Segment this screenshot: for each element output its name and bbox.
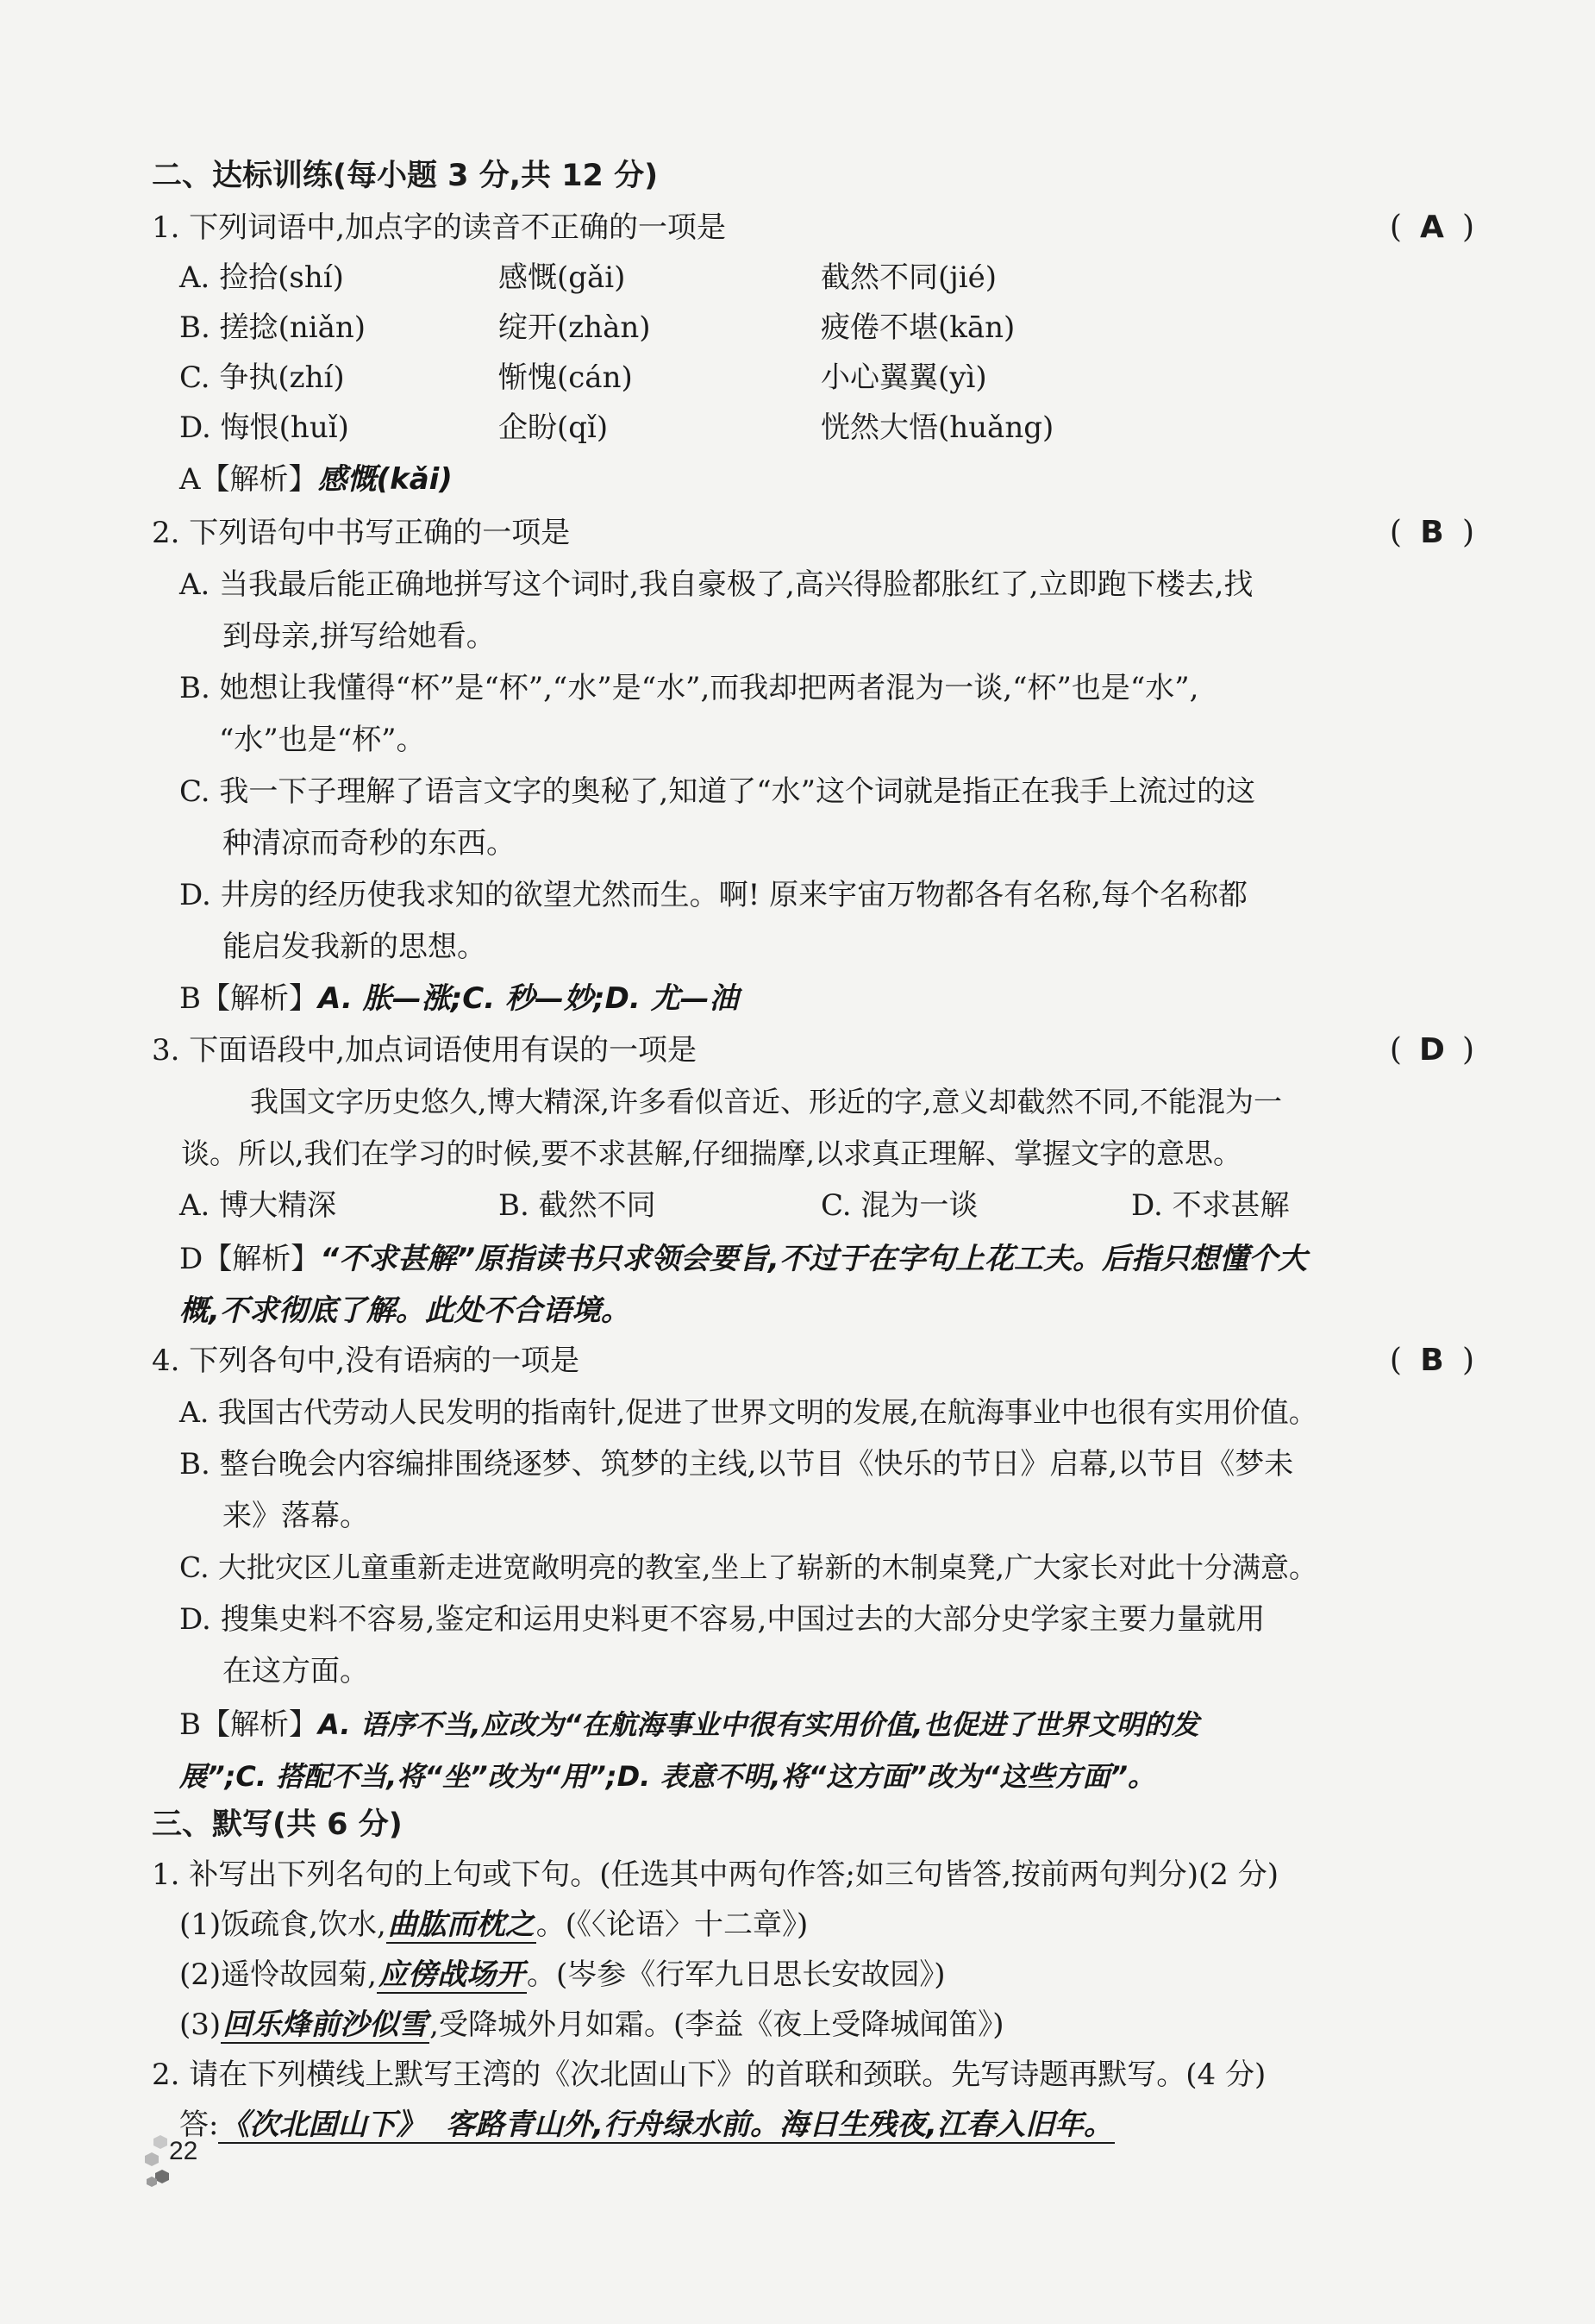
q3-analysis — [179, 1240, 1307, 1278]
q1-option-d-1: D. 悔恨(huǐ) — [179, 410, 349, 445]
q2-option-c-cont: 种清凉而奇秒的东西。 — [222, 826, 516, 861]
q2-analysis — [179, 980, 739, 1018]
q1-option-c-2: 惭愧(cán) — [498, 360, 633, 395]
q2-option-d: D. 井房的经历使我求知的欲望尤然而生。啊! 原来宇宙万物都各有名称,每个名称都 — [179, 878, 1248, 912]
analysis-label: A【解析】 — [179, 462, 318, 497]
q3-option-b: B. 截然不同 — [498, 1188, 656, 1223]
question-1-stem: 1. 下列词语中,加点字的读音不正确的一项是 — [152, 210, 727, 245]
question-4-stem: 4. 下列各句中,没有语病的一项是 — [152, 1344, 580, 1378]
answer-label: 答: — [179, 2108, 219, 2142]
q2-option-a: A. 当我最后能正确地拼写这个词时,我自豪极了,高兴得脸都胀红了,立即跑下楼去,找 — [179, 567, 1254, 602]
fill-answer: 回乐烽前沙似雪 — [222, 2008, 428, 2042]
s3-question-1-stem: 1. 补写出下列名句的上句或下句。(任选其中两句作答;如三句皆答,按前两句判分)(2 分) — [152, 1857, 1279, 1892]
q2-option-d-cont: 能启发我新的思想。 — [222, 930, 486, 964]
q1-option-c-1: C. 争执(zhí) — [179, 360, 345, 395]
s3-q1-item-1: (1)饭疏食,饮水,曲肱而枕之。(《〈论语〉十二章》) — [179, 1907, 809, 1942]
q3-option-c: C. 混为一谈 — [821, 1188, 979, 1223]
q4-option-d-cont: 在这方面。 — [222, 1654, 369, 1688]
fill-answer: 曲肱而枕之 — [387, 1907, 535, 1942]
q3-analysis-cont: 概,不求彻底了解。此处不合语境。 — [179, 1294, 630, 1328]
q1-option-c-3: 小心翼翼(yì) — [821, 360, 987, 395]
question-3-stem: 3. 下面语段中,加点词语使用有误的一项是 — [152, 1033, 697, 1068]
analysis-text: “不求甚解”原指读书只求领会要旨,不过于在字句上花工夫。后指只想懂个大 — [320, 1242, 1307, 1276]
q2-option-c: C. 我一下子理解了语言文字的奥秘了,知道了“水”这个词就是指正在我手上流过的这 — [179, 774, 1255, 809]
q4-option-b: B. 整台晚会内容编排围绕逐梦、筑梦的主线,以节目《快乐的节日》启幕,以节目《梦未 — [179, 1447, 1294, 1481]
s3-q2-answer — [179, 2106, 1115, 2144]
q4-option-a: A. 我国古代劳动人民发明的指南针,促进了世界文明的发展,在航海事业中也很有实用价值。 — [179, 1395, 1317, 1429]
q1-option-b-2: 绽开(zhàn) — [498, 310, 651, 345]
question-4-answer: ( B ) — [1389, 1343, 1474, 1378]
section-heading: 三、默写(共 6 分) — [152, 1807, 403, 1842]
q4-analysis — [179, 1706, 1199, 1744]
question-3-answer: ( D ) — [1389, 1032, 1474, 1068]
analysis-text: A. 语序不当,应改为“在航海事业中很有实用价值,也促进了世界文明的发 — [318, 1708, 1199, 1741]
q2-option-a-cont: 到母亲,拼写给她看。 — [222, 619, 496, 654]
analysis-label: B【解析】 — [179, 1707, 318, 1742]
handwritten-answer: 《次北固山下》 客路青山外,行舟绿水前。海日生残夜,江春入旧年。 — [220, 2108, 1113, 2142]
question-2-stem: 2. 下列语句中书写正确的一项是 — [152, 516, 571, 550]
q1-option-a-2: 感慨(gǎi) — [498, 260, 626, 295]
q1-option-a-3: 截然不同(jié) — [821, 260, 998, 295]
q3-option-d: D. 不求甚解 — [1131, 1188, 1290, 1223]
q4-analysis-cont: 展”;C. 搭配不当,将“坐”改为“用”;D. 表意不明,将“这方面”改为“这些方面”。 — [179, 1760, 1156, 1793]
q1-option-b-3: 疲倦不堪(kān) — [821, 310, 1016, 345]
analysis-label: D【解析】 — [179, 1242, 321, 1276]
q1-option-a-1: A. 捡拾(shí) — [179, 260, 344, 295]
q2-option-b: B. 她想让我懂得“杯”是“杯”,“水”是“水”,而我却把两者混为一谈,“杯”也是“水”, — [179, 671, 1199, 705]
q4-option-b-cont: 来》落幕。 — [222, 1499, 369, 1533]
q4-option-d: D. 搜集史料不容易,鉴定和运用史料更不容易,中国过去的大部分史学家主要力量就用 — [179, 1602, 1266, 1637]
analysis-label: B【解析】 — [179, 981, 318, 1016]
s3-question-2-stem: 2. 请在下列横线上默写王湾的《次北固山下》的首联和颈联。先写诗题再默写。(4 分) — [152, 2058, 1267, 2092]
s3-q1-item-3: (3)回乐烽前沙似雪,受降城外月如霜。(李益《夜上受降城闻笛》) — [179, 2008, 1004, 2042]
q1-option-d-2: 企盼(qǐ) — [498, 410, 609, 445]
analysis-text: 感慨(kǎi) — [317, 462, 453, 497]
fill-answer: 应傍战场开 — [378, 1958, 525, 1992]
q1-option-d-3: 恍然大悟(huǎng) — [821, 410, 1054, 445]
q3-passage-line-2: 谈。所以,我们在学习的时候,要不求甚解,仔细揣摩,以求真正理解、掌握文字的意思。 — [181, 1137, 1242, 1170]
q3-passage-line-1: 我国文字历史悠久,博大精深,许多看似音近、形近的字,意义却截然不同,不能混为一 — [250, 1085, 1282, 1118]
q4-option-c: C. 大批灾区儿童重新走进宽敞明亮的教室,坐上了崭新的木制桌凳,广大家长对此十分满意。 — [179, 1550, 1318, 1584]
question-2-answer: ( B ) — [1389, 515, 1474, 550]
section-heading: 二、达标训练(每小题 3 分,共 12 分) — [152, 159, 659, 193]
analysis-text: A. 胀—涨;C. 秒—妙;D. 尤—油 — [318, 981, 739, 1016]
page-number: 22 — [169, 2137, 198, 2165]
question-1-answer: ( A ) — [1389, 210, 1474, 245]
q1-option-b-1: B. 搓捻(niǎn) — [179, 310, 366, 345]
s3-q1-item-2: (2)遥怜故园菊,应傍战场开。(岑参《行军九日思长安故园》) — [179, 1958, 946, 1992]
q2-option-b-cont: “水”也是“杯”。 — [219, 723, 426, 757]
q3-option-a: A. 博大精深 — [179, 1188, 337, 1223]
q1-analysis — [179, 460, 453, 498]
